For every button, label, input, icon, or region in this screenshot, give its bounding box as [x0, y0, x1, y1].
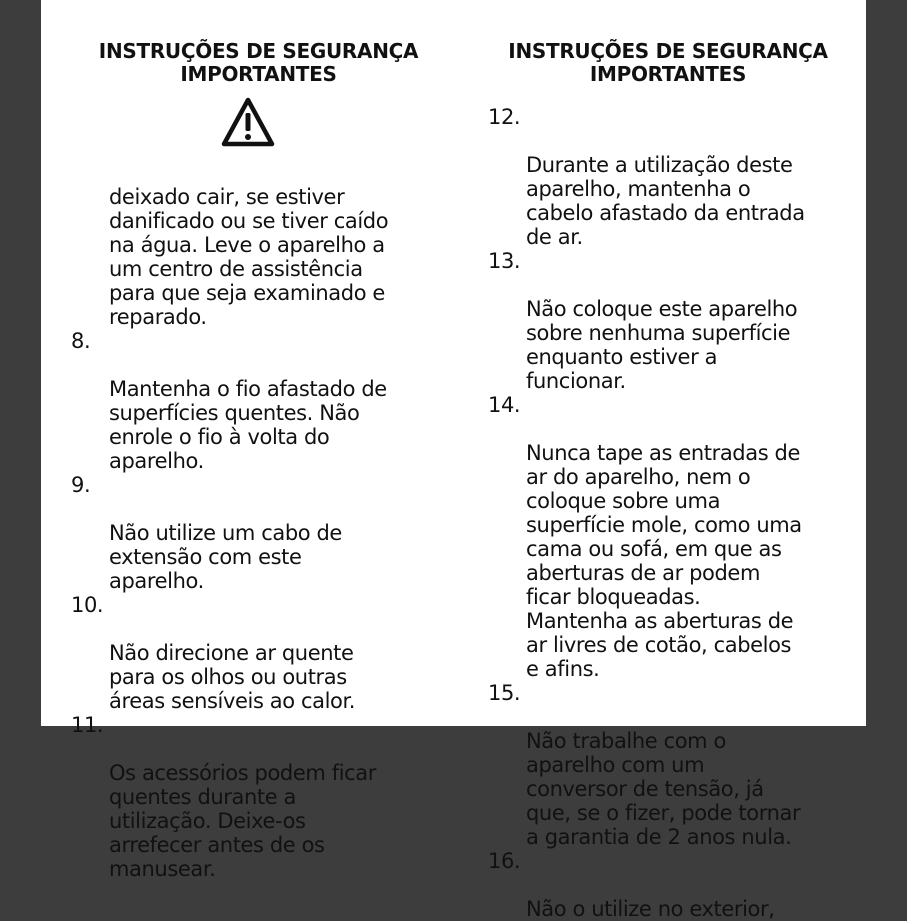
- item-text: Não direcione ar quente para os olhos ou outras áreas sensíveis ao calor.: [109, 641, 356, 713]
- item-number: 16.: [488, 849, 521, 873]
- item-number: 10.: [71, 593, 104, 617]
- safety-item-16: [488, 849, 848, 921]
- item-number: 9.: [71, 473, 91, 497]
- warning-triangle-icon: [220, 96, 276, 148]
- safety-item-9: [71, 473, 446, 593]
- item-text: Não trabalhe com o aparelho com um conversor de tensão, já que, se o fizer, pode tornar a garantia de 2 anos nula.: [526, 729, 801, 849]
- left-heading-line-1: INSTRUÇÕES DE SEGURANÇA: [98, 39, 419, 63]
- item-7-continuation: deixado cair, se estiver danificado ou se tiver caído na água. Leve o aparelho a um centro de assistência para que seja examinado e reparado.: [109, 185, 389, 329]
- left-heading: [71, 40, 446, 86]
- left-body: [71, 185, 446, 881]
- manual-page: [41, 0, 866, 921]
- item-text: Durante a utilização deste aparelho, mantenha o cabelo afastado da entrada de ar.: [526, 153, 805, 249]
- item-number: 15.: [488, 681, 521, 705]
- item-text: Não o utilize no exterior,: [526, 897, 775, 921]
- safety-item-8: [71, 329, 446, 473]
- item-number: 13.: [488, 249, 521, 273]
- item-number: 14.: [488, 393, 521, 417]
- safety-item-12: [488, 105, 848, 249]
- safety-item-11: [71, 713, 446, 881]
- item-number: 12.: [488, 105, 521, 129]
- item-text: Nunca tape as entradas de ar do aparelho, nem o coloque sobre uma superfície mole, como uma cama ou sofá, em que as aberturas de ar podem ficar bloqueadas. Mantenha as aberturas de ar livres de cotão, cabelos e afins.: [526, 441, 802, 681]
- item-text: Não coloque este aparelho sobre nenhuma superfície enquanto estiver a funcionar.: [526, 297, 798, 393]
- right-heading-line-2: IMPORTANTES: [589, 62, 747, 86]
- item-number: 8.: [71, 329, 91, 353]
- right-heading: [488, 40, 848, 86]
- item-text: Os acessórios podem ficar quentes durante a utilização. Deixe-os arrefecer antes de os manusear.: [109, 761, 376, 881]
- right-heading-line-1: INSTRUÇÕES DE SEGURANÇA: [508, 39, 828, 63]
- right-body: [488, 105, 848, 921]
- safety-item-15: [488, 681, 848, 849]
- item-text: Não utilize um cabo de extensão com este aparelho.: [109, 521, 342, 593]
- safety-item-14: [488, 393, 848, 681]
- safety-item-13: [488, 249, 848, 393]
- safety-item-10: [71, 593, 446, 713]
- item-text: Mantenha o fio afastado de superfícies quentes. Não enrole o fio à volta do aparelho.: [109, 377, 387, 473]
- item-number: 11.: [71, 713, 104, 737]
- left-heading-line-2: IMPORTANTES: [180, 62, 337, 86]
